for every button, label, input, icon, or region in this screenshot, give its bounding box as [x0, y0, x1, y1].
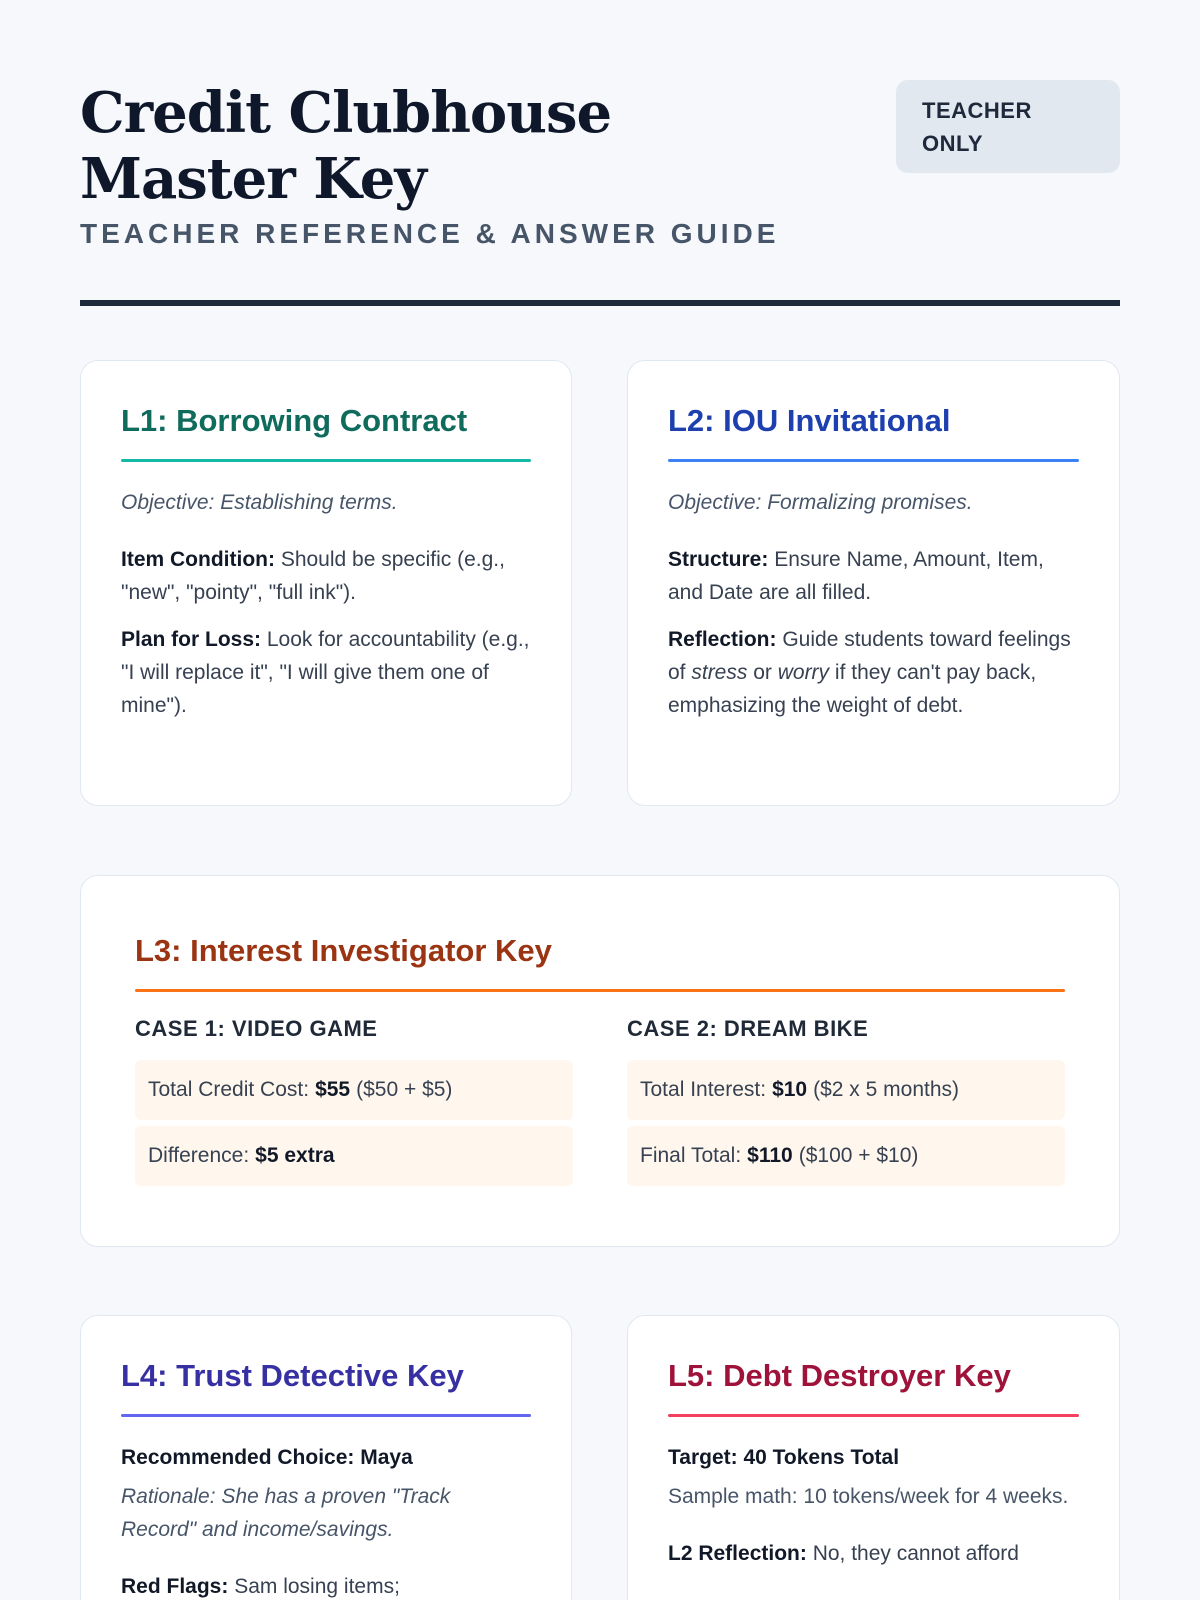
lesson-card-l2	[627, 360, 1120, 806]
recommended-label: Recommended Choice: Maya	[121, 1446, 413, 1469]
lesson-card-l4	[80, 1315, 572, 1600]
item-text: if they can't pay back, emphasizing the weight of debt.	[668, 661, 1037, 717]
answer-value: $55	[315, 1078, 351, 1101]
card-title-underline	[668, 459, 1079, 462]
case-answer-row	[627, 1060, 1065, 1120]
answer-value: $5 extra	[255, 1144, 335, 1167]
card-title: L3: Interest Investigator Key	[135, 933, 552, 968]
page-subtitle: TEACHER REFERENCE & ANSWER GUIDE	[80, 218, 780, 249]
item-label: Structure:	[668, 548, 769, 571]
sample-math: Sample math: 10 tokens/week for 4 weeks.	[668, 1485, 1069, 1508]
card-title: L2: IOU Invitational	[668, 403, 951, 438]
item-label: Item Condition:	[121, 548, 275, 571]
lesson-card-l3	[80, 875, 1120, 1247]
answer-note: ($50 + $5)	[356, 1078, 453, 1101]
case-title: CASE 2: DREAM BIKE	[627, 1016, 869, 1041]
target-label: Target: 40 Tokens Total	[668, 1446, 900, 1469]
case-title: CASE 1: VIDEO GAME	[135, 1016, 378, 1041]
case-answer-row	[135, 1126, 573, 1186]
cases-grid	[135, 1016, 1065, 1192]
card-title: L5: Debt Destroyer Key	[668, 1358, 1011, 1393]
answer-note: ($100 + $10)	[798, 1144, 919, 1167]
page-title: Credit Clubhouse Master Key	[80, 80, 612, 212]
case-video-game	[135, 1016, 573, 1192]
item-text: or	[747, 661, 778, 684]
card-title-underline	[121, 459, 531, 462]
item-text: Should be specific (e.g., "new", "pointy", "full ink").	[121, 548, 505, 604]
case-dream-bike	[627, 1016, 1065, 1192]
item-emphasis: stress	[691, 661, 748, 684]
item-text: Guide students toward feelings of	[668, 628, 1071, 684]
teacher-only-badge: TEACHER ONLY	[896, 80, 1120, 173]
card-title: L1: Borrowing Contract	[121, 403, 468, 438]
target	[668, 1441, 1079, 1474]
answer-note: ($2 x 5 months)	[813, 1078, 960, 1101]
answer-label: Final Total:	[640, 1144, 742, 1167]
answer-label: Total Interest:	[640, 1078, 767, 1101]
case-answer-row	[135, 1060, 573, 1120]
answer-label: Difference:	[148, 1144, 250, 1167]
recommended-choice	[121, 1441, 531, 1474]
card-title-underline	[121, 1414, 531, 1417]
card-title-underline	[135, 989, 1065, 992]
answer-value: $10	[772, 1078, 808, 1101]
case-answer-row	[627, 1126, 1065, 1186]
item-label: Red Flags:	[121, 1575, 229, 1598]
answer-guide-page	[80, 80, 1120, 1598]
card-item	[668, 623, 1079, 722]
card-item	[668, 543, 1079, 609]
item-text: Look for accountability (e.g., "I will replace it", "I will give them one of mine").	[121, 628, 530, 717]
card-title: L4: Trust Detective Key	[121, 1358, 464, 1393]
item-text: Sam losing items;	[228, 1575, 400, 1598]
lesson-card-l5	[627, 1315, 1120, 1600]
page-header	[80, 80, 1120, 305]
answer-value: $110	[747, 1144, 793, 1167]
item-label: Reflection:	[668, 628, 777, 651]
item-label: L2 Reflection:	[668, 1542, 807, 1565]
item-text: No, they cannot afford	[806, 1542, 1019, 1565]
lesson-card-l1	[80, 360, 572, 806]
card-item	[121, 623, 531, 722]
card-objective: Objective: Formalizing promises.	[668, 491, 973, 514]
item-emphasis: worry	[777, 661, 830, 684]
card-item	[121, 1570, 531, 1600]
item-text: Ensure Name, Amount, Item, and Date are all filled.	[668, 548, 1044, 604]
header-divider	[80, 300, 1120, 306]
card-item	[121, 543, 531, 609]
answer-label: Total Credit Cost:	[148, 1078, 310, 1101]
rationale: Rationale: She has a proven "Track Record" and income/savings.	[121, 1485, 451, 1541]
card-objective: Objective: Establishing terms.	[121, 491, 398, 514]
card-title-underline	[668, 1414, 1079, 1417]
item-label: Plan for Loss:	[121, 628, 262, 651]
card-item	[668, 1537, 1079, 1570]
